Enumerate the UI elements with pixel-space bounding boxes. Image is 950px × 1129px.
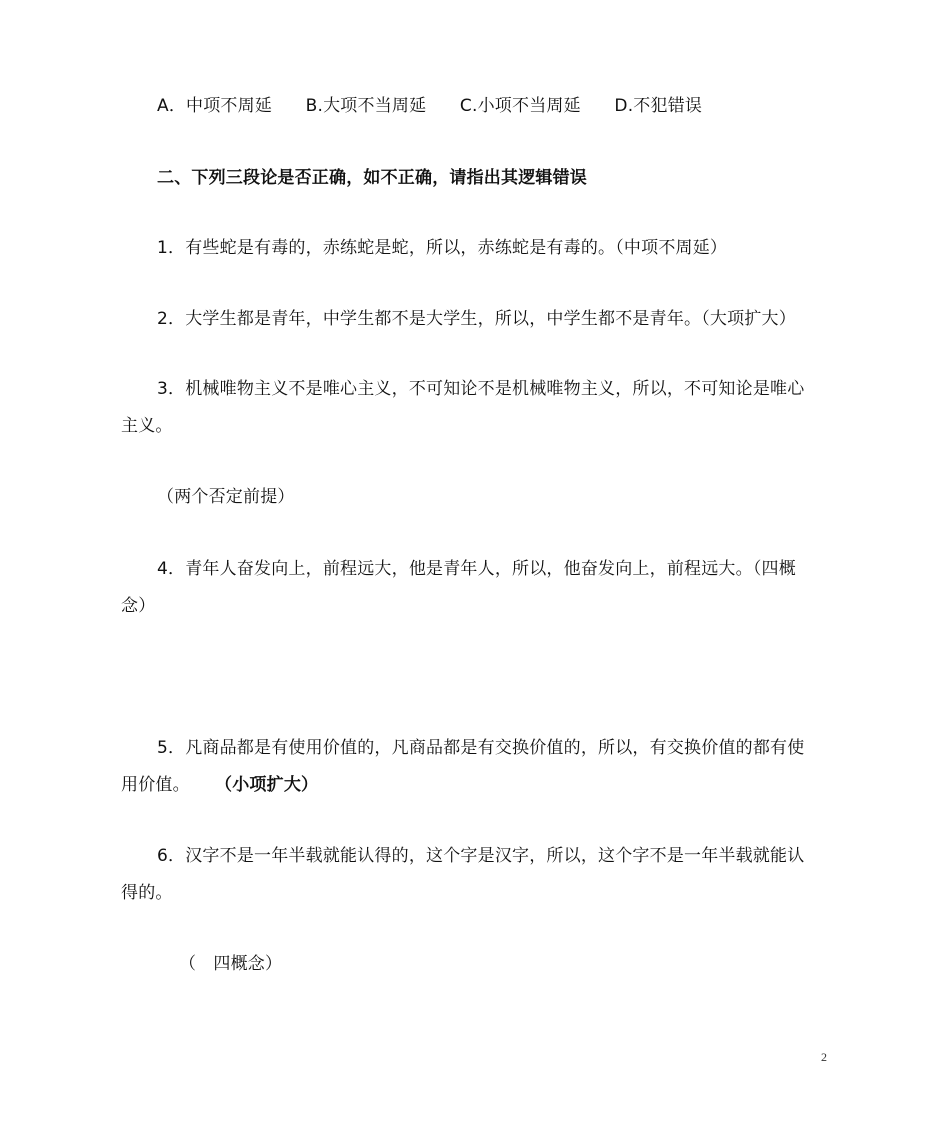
question-5-line-2: [121, 773, 318, 797]
question-6-line-1: 6．汉字不是一年半载就能认得的，这个字是汉字，所以，这个字不是一年半载就能认: [157, 846, 805, 866]
option-a: A．中项不周延: [157, 96, 273, 116]
question-3-line-1: 3．机械唯物主义不是唯心主义，不可知论不是机械唯物主义，所以，不可知论是唯心: [157, 379, 805, 399]
question-3-answer: （两个否定前提）: [157, 487, 295, 507]
question-2: 2．大学生都是青年，中学生都不是大学生，所以，中学生都不是青年。（大项扩大）: [157, 309, 796, 329]
question-6-line-2: 得的。: [121, 883, 173, 903]
question-5-line-1: 5．凡商品都是有使用价值的，凡商品都是有交换价值的，所以，有交换价值的都有使: [157, 738, 805, 758]
option-b: B.大项不当周延: [305, 96, 427, 116]
option-c: C.小项不当周延: [459, 96, 581, 116]
answer-options-line: [157, 94, 702, 118]
question-5-answer: （小项扩大）: [215, 775, 319, 795]
question-6-answer: （ 四概念）: [179, 954, 283, 974]
section-heading: 二、下列三段论是否正确，如不正确，请指出其逻辑错误: [157, 168, 587, 188]
question-1: 1．有些蛇是有毒的，赤练蛇是蛇，所以，赤练蛇是有毒的。（中项不周延）: [157, 238, 728, 258]
question-3-line-2: 主义。: [121, 416, 173, 436]
page-number: 2: [821, 1050, 827, 1064]
question-5-line-2-text: 用价值。: [121, 775, 190, 795]
question-4-line-1: 4．青年人奋发向上，前程远大，他是青年人，所以，他奋发向上，前程远大。（四概: [157, 559, 796, 579]
question-4-line-2: 念）: [121, 596, 156, 616]
option-d: D.不犯错误: [614, 96, 703, 116]
